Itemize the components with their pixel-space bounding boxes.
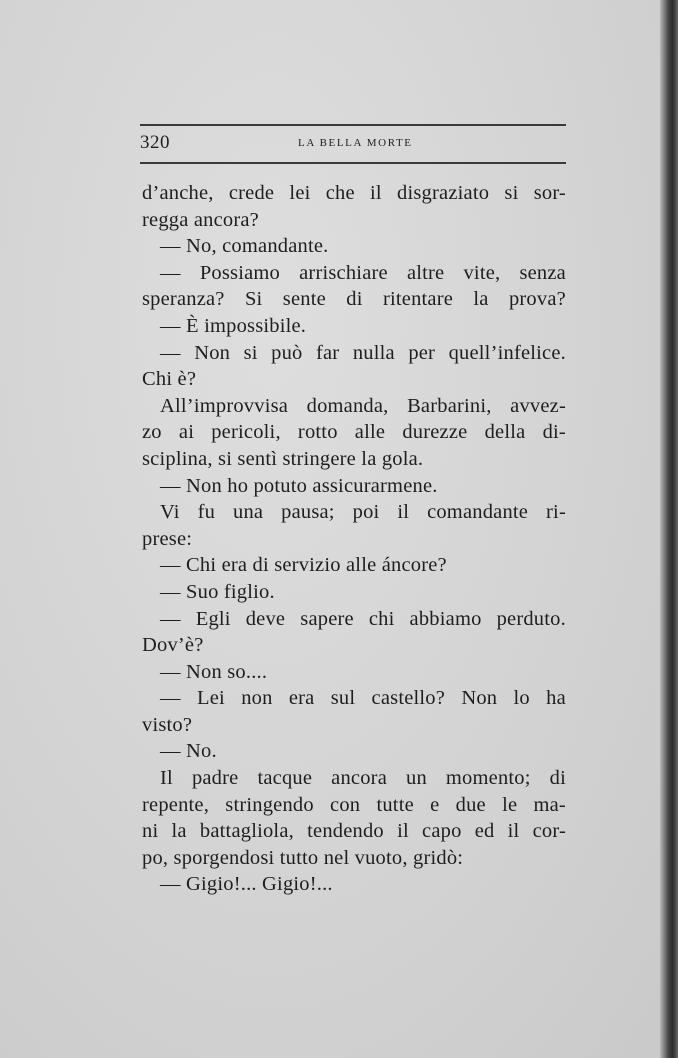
text-line: Dov’è? bbox=[142, 634, 204, 657]
text-line: All’improvvisa domanda, Barbarini, avvez- bbox=[160, 394, 566, 417]
text-line: — Gigio!... Gigio!... bbox=[160, 873, 333, 896]
text-line: speranza? Si sente di ritentare la prova? bbox=[142, 288, 566, 311]
text-line: — È impossibile. bbox=[160, 314, 307, 337]
text-line: po, sporgendosi tutto nel vuoto, gridò: bbox=[142, 846, 464, 869]
text-line: Vi fu una pausa; poi il comandante ri- bbox=[160, 501, 566, 524]
text-line: — Non ho potuto assicurarmene. bbox=[160, 474, 438, 497]
text-line: visto? bbox=[142, 713, 193, 736]
text-line: — Non so.... bbox=[160, 660, 268, 683]
text-line: ni la battagliola, tendendo il capo ed il cor- bbox=[142, 820, 566, 843]
text-line: sciplina, si sentì stringere la gola. bbox=[142, 447, 424, 470]
text-line: — Possiamo arrischiare altre vite, senza bbox=[160, 261, 566, 284]
text-line: — No, comandante. bbox=[160, 235, 329, 258]
header-rule-top bbox=[140, 124, 566, 126]
text-line: regga ancora? bbox=[142, 208, 259, 231]
text-line: Chi è? bbox=[142, 368, 197, 391]
text-line: — No. bbox=[160, 740, 217, 763]
header-rule-bottom bbox=[140, 162, 566, 164]
page-number: 320 bbox=[140, 132, 170, 153]
text-body bbox=[142, 180, 566, 898]
text-line: — Egli deve sapere chi abbiamo perduto. bbox=[160, 607, 566, 630]
text-line: zo ai pericoli, rotto alle durezze della di- bbox=[142, 421, 566, 444]
text-line: d’anche, crede lei che il disgraziato si sor- bbox=[142, 182, 566, 204]
text-line: — Suo figlio. bbox=[160, 580, 275, 603]
page-header bbox=[140, 118, 566, 170]
text-line: — Non si può far nulla per quell’infelice. bbox=[160, 341, 566, 364]
text-line: repente, stringendo con tutte e due le ma- bbox=[142, 793, 566, 816]
text-line: — Lei non era sul castello? Non lo ha bbox=[160, 687, 566, 710]
page-binding-edge bbox=[660, 0, 678, 1058]
text-line: prese: bbox=[142, 527, 193, 550]
running-title: LA BELLA MORTE bbox=[298, 137, 413, 149]
text-line: — Chi era di servizio alle áncore? bbox=[160, 554, 447, 577]
text-line: Il padre tacque ancora un momento; di bbox=[160, 767, 566, 790]
